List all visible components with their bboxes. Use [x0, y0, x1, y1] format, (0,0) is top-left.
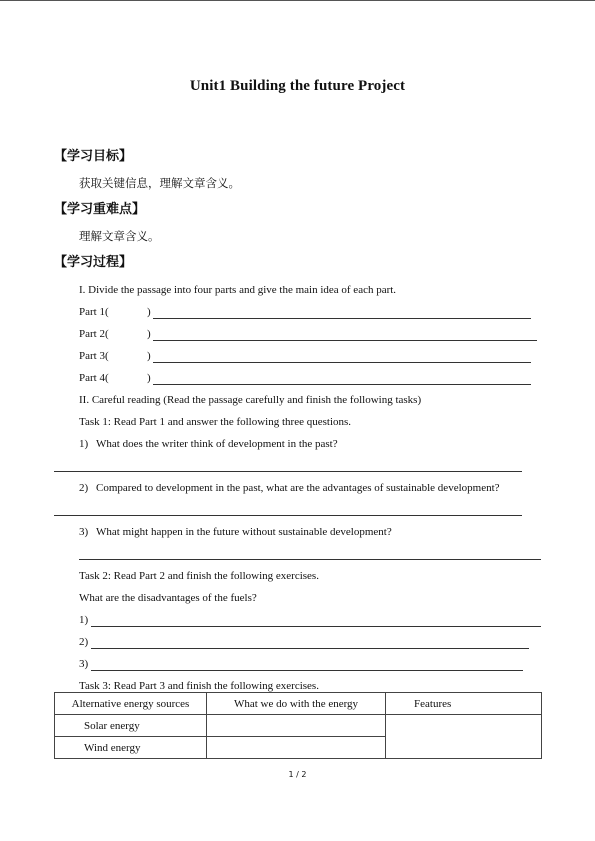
question-text: Compared to development in the past, what are the advantages of sustainable development?: [96, 482, 500, 494]
close-paren: ): [147, 350, 151, 362]
table-row: [55, 715, 542, 737]
table-header-cell: What we do with the energy: [207, 693, 386, 715]
fuel-answer-1-label: 1): [79, 614, 89, 626]
part-row-2: [79, 328, 151, 340]
table-cell-source: Wind energy: [55, 737, 207, 759]
question-text: What does the writer think of development in the past?: [96, 438, 338, 450]
task3-text: Task 3: Read Part 3 and finish the following exercises.: [79, 680, 319, 692]
part-row-4: [79, 372, 151, 384]
question-number: 1): [79, 438, 89, 450]
answer-blank-q2[interactable]: [54, 515, 522, 516]
question-number: 2): [79, 482, 89, 494]
energy-table: [54, 692, 542, 759]
question-1: [79, 438, 338, 450]
key-points-text: 理解文章含义。: [79, 229, 160, 243]
answer-blank-part1[interactable]: [153, 318, 531, 319]
fuel-answer-2-label: 2): [79, 636, 89, 648]
table-cell-features-blank[interactable]: [386, 715, 542, 759]
question-number: 3): [79, 526, 89, 538]
question-2: [79, 482, 500, 494]
page-title: Unit1 Building the future Project: [189, 78, 406, 94]
part2-instruction: II. Careful reading (Read the passage carefully and finish the following tasks): [79, 394, 422, 406]
answer-blank-part3[interactable]: [153, 362, 531, 363]
table-cell-source: Solar energy: [55, 715, 207, 737]
answer-blank-q1[interactable]: [54, 471, 522, 472]
part-label: Part 3(: [79, 350, 109, 362]
close-paren: ): [147, 306, 151, 318]
answer-blank-fuel-1[interactable]: [91, 626, 541, 627]
process-heading: 【学习过程】: [54, 255, 133, 270]
table-header-cell: Features: [386, 693, 542, 715]
key-points-heading: 【学习重难点】: [54, 202, 146, 217]
part-row-1: [79, 306, 151, 318]
table-header-cell: Alternative energy sources: [55, 693, 207, 715]
close-paren: ): [147, 328, 151, 340]
table-cell-blank[interactable]: [207, 715, 386, 737]
task2-text: Task 2: Read Part 2 and finish the following exercises.: [79, 570, 319, 582]
answer-blank-part4[interactable]: [153, 384, 531, 385]
part1-instruction: I. Divide the passage into four parts and give the main idea of each part.: [79, 284, 397, 296]
table-header-row: [55, 693, 542, 715]
answer-blank-q3[interactable]: [79, 559, 541, 560]
task2-question: What are the disadvantages of the fuels?: [79, 592, 257, 604]
part-label: Part 4(: [79, 372, 109, 384]
question-3: [79, 526, 392, 538]
answer-blank-fuel-2[interactable]: [91, 648, 529, 649]
close-paren: ): [147, 372, 151, 384]
goals-heading: 【学习目标】: [54, 149, 133, 164]
table-cell-blank[interactable]: [207, 737, 386, 759]
page-number: 1 / 2: [288, 770, 307, 779]
part-label: Part 1(: [79, 306, 109, 318]
answer-blank-fuel-3[interactable]: [91, 670, 523, 671]
question-text: What might happen in the future without sustainable development?: [96, 526, 392, 538]
fuel-answer-3-label: 3): [79, 658, 89, 670]
part-row-3: [79, 350, 151, 362]
part-label: Part 2(: [79, 328, 109, 340]
answer-blank-part2[interactable]: [153, 340, 537, 341]
goals-text: 获取关键信息，理解文章含义。: [79, 176, 240, 190]
task1-text: Task 1: Read Part 1 and answer the following three questions.: [79, 416, 352, 428]
top-border: [0, 0, 595, 1]
